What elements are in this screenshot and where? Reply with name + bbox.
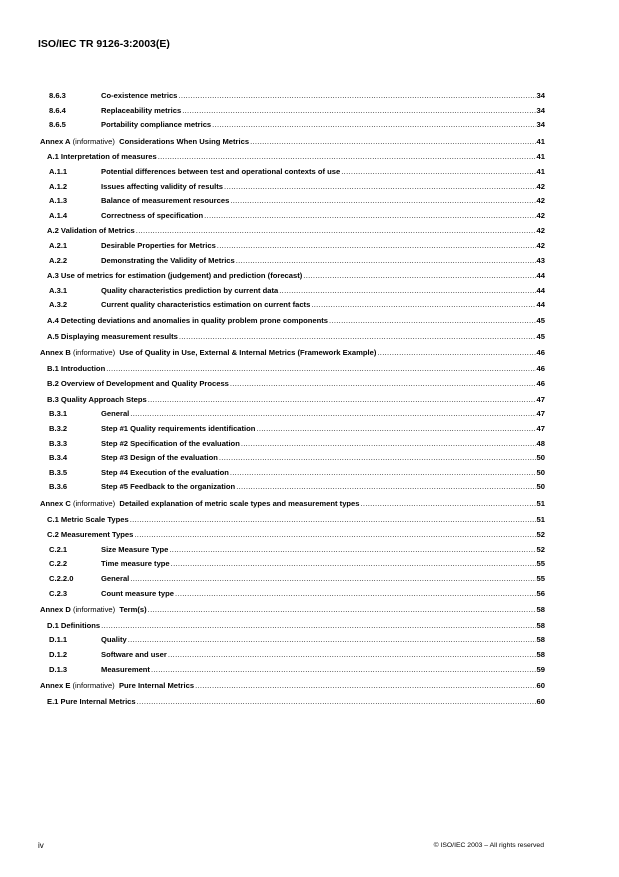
toc-entry-number: Annex B bbox=[40, 348, 71, 358]
toc-entry-number: Annex C bbox=[40, 499, 71, 509]
toc-entry-page: 60 bbox=[536, 696, 545, 706]
toc-entry-number: A.3.1 bbox=[49, 285, 68, 295]
toc-entry-page: 34 bbox=[536, 91, 545, 100]
toc-entry-number: A.2.2 bbox=[49, 255, 68, 265]
toc-leader-dots bbox=[148, 603, 536, 618]
toc-entry-title: Quality characteristics prediction by current data bbox=[101, 285, 279, 295]
toc-leader-dots bbox=[219, 451, 536, 466]
toc-entry-number: A.1.3 bbox=[49, 196, 68, 206]
toc-entry-number: A.1.4 bbox=[49, 210, 68, 220]
toc-entry[interactable] bbox=[40, 633, 545, 648]
toc-entry-title: Count measure type bbox=[101, 588, 175, 598]
toc-entry-title: Software and user bbox=[101, 649, 167, 659]
toc-entry-number: C.2.1 bbox=[49, 544, 68, 554]
toc-leader-dots bbox=[168, 648, 536, 663]
toc-entry[interactable] bbox=[40, 330, 545, 345]
toc-entry-title: Issues affecting validity of results bbox=[101, 181, 223, 191]
toc-entry-title: B.2 Overview of Development and Quality Process bbox=[47, 379, 229, 389]
toc-entry[interactable] bbox=[40, 104, 545, 119]
toc-entry-title: Portability compliance metrics bbox=[101, 120, 212, 130]
toc-entry[interactable] bbox=[40, 451, 545, 466]
toc-leader-dots bbox=[256, 422, 535, 437]
toc-entry-page: 58 bbox=[536, 635, 545, 645]
toc-entry[interactable] bbox=[40, 150, 545, 165]
toc-entry-number: Annex E bbox=[40, 681, 71, 691]
toc-leader-dots bbox=[179, 330, 536, 345]
toc-leader-dots bbox=[361, 497, 536, 512]
toc-entry[interactable] bbox=[40, 528, 545, 543]
toc-entry-page: 46 bbox=[536, 363, 545, 373]
toc-entry-title: Step #4 Execution of the evaluation bbox=[101, 467, 229, 477]
toc-entry[interactable] bbox=[40, 298, 545, 313]
toc-entry-title: General bbox=[101, 574, 130, 583]
toc-entry-number: D.1.3 bbox=[49, 664, 68, 674]
toc-leader-dots bbox=[217, 239, 536, 254]
toc-leader-dots bbox=[230, 466, 536, 481]
toc-entry-number: B.3.2 bbox=[49, 424, 68, 434]
toc-entry-title: Pure Internal Metrics bbox=[118, 681, 195, 691]
toc-entry-note: (informative) bbox=[72, 605, 116, 615]
toc-leader-dots bbox=[236, 480, 535, 495]
toc-entry-number: 8.6.4 bbox=[49, 105, 66, 115]
toc-entry-title: Step #3 Design of the evaluation bbox=[101, 453, 218, 463]
toc-entry-page: 42 bbox=[536, 181, 545, 191]
toc-entry-page: 55 bbox=[536, 559, 545, 569]
toc-entry-title: A.4 Detecting deviations and anomalies in quality problem prone components bbox=[47, 315, 329, 325]
toc-entry[interactable] bbox=[40, 679, 545, 694]
toc-entry-number: 8.6.5 bbox=[49, 120, 66, 130]
toc-entry[interactable] bbox=[40, 422, 545, 437]
toc-entry-number: B.3.3 bbox=[49, 438, 68, 448]
toc-entry-number: D.1.1 bbox=[49, 635, 68, 645]
toc-entry-number: B.3.4 bbox=[49, 453, 68, 463]
toc-entry-page: 41 bbox=[536, 166, 545, 176]
table-of-contents bbox=[40, 89, 545, 709]
toc-entry-page: 52 bbox=[536, 544, 545, 554]
toc-entry-number: A.1.1 bbox=[49, 166, 68, 176]
toc-entry-number: D.1.2 bbox=[49, 649, 68, 659]
toc-entry-page: 47 bbox=[536, 409, 545, 419]
toc-entry-title: Desirable Properties for Metrics bbox=[101, 240, 216, 250]
toc-leader-dots bbox=[151, 663, 536, 678]
toc-leader-dots bbox=[106, 362, 535, 377]
toc-entry-number: C.2.2.0 bbox=[49, 574, 74, 583]
toc-entry[interactable] bbox=[40, 180, 545, 195]
toc-leader-dots bbox=[250, 135, 535, 150]
toc-entry-title: Step #5 Feedback to the organization bbox=[101, 482, 236, 492]
toc-leader-dots bbox=[230, 377, 536, 392]
toc-entry-title: A.1 Interpretation of measures bbox=[47, 152, 157, 162]
toc-entry-title: A.3 Use of metrics for estimation (judgement) and prediction (forecast) bbox=[47, 271, 303, 281]
toc-entry-number: B.3.1 bbox=[49, 409, 68, 419]
toc-entry-page: 42 bbox=[536, 196, 545, 206]
toc-entry-number: A.3.2 bbox=[49, 300, 68, 310]
toc-entry[interactable] bbox=[40, 165, 545, 180]
toc-entry-page: 45 bbox=[536, 331, 545, 341]
toc-entry-page: 44 bbox=[536, 300, 545, 310]
toc-entry[interactable] bbox=[40, 437, 545, 452]
toc-leader-dots bbox=[148, 393, 536, 408]
toc-entry[interactable] bbox=[40, 603, 545, 618]
toc-entry-title: Considerations When Using Metrics bbox=[119, 136, 250, 146]
toc-entry-title: Step #2 Specification of the evaluation bbox=[101, 438, 240, 448]
toc-entry[interactable] bbox=[40, 224, 545, 239]
toc-entry-title: A.2 Validation of Metrics bbox=[47, 226, 135, 236]
toc-entry[interactable] bbox=[40, 362, 545, 377]
toc-leader-dots bbox=[329, 314, 536, 329]
toc-entry-title: Step #1 Quality requirements identification bbox=[101, 424, 256, 434]
toc-leader-dots bbox=[204, 209, 535, 224]
toc-entry-page: 50 bbox=[536, 482, 545, 492]
toc-entry-title: Quality bbox=[101, 635, 127, 645]
toc-leader-dots bbox=[230, 194, 535, 209]
toc-entry-number: A.2.1 bbox=[49, 240, 68, 250]
toc-leader-dots bbox=[171, 557, 536, 572]
toc-entry-number: A.1.2 bbox=[49, 181, 68, 191]
toc-entry[interactable] bbox=[40, 284, 545, 299]
toc-entry-page: 59 bbox=[536, 664, 545, 674]
toc-leader-dots bbox=[178, 89, 535, 104]
toc-leader-dots bbox=[134, 528, 535, 543]
toc-entry-title: B.1 Introduction bbox=[47, 363, 106, 373]
toc-entry[interactable] bbox=[40, 269, 545, 284]
toc-entry-title: Replaceability metrics bbox=[101, 105, 182, 115]
toc-entry-title: Time measure type bbox=[101, 559, 170, 569]
toc-entry[interactable] bbox=[40, 513, 545, 528]
toc-entry-page: 47 bbox=[536, 424, 545, 434]
toc-leader-dots bbox=[136, 224, 536, 239]
toc-entry[interactable] bbox=[40, 407, 545, 422]
toc-entry[interactable] bbox=[40, 557, 545, 572]
toc-entry[interactable] bbox=[40, 648, 545, 663]
toc-leader-dots bbox=[130, 513, 536, 528]
toc-entry-page: 50 bbox=[536, 467, 545, 477]
toc-entry-page: 34 bbox=[536, 120, 545, 130]
toc-entry-page: 58 bbox=[536, 649, 545, 659]
toc-leader-dots bbox=[182, 104, 535, 119]
toc-entry-title: Demonstrating the Validity of Metrics bbox=[101, 255, 235, 265]
toc-entry[interactable] bbox=[40, 346, 545, 361]
toc-leader-dots bbox=[377, 346, 535, 361]
toc-entry-title: General bbox=[101, 409, 130, 419]
toc-entry-number: C.2.3 bbox=[49, 588, 68, 598]
toc-entry[interactable] bbox=[40, 377, 545, 392]
toc-entry[interactable] bbox=[40, 118, 545, 133]
toc-entry-number: C.2.2 bbox=[49, 559, 68, 569]
toc-entry[interactable] bbox=[40, 543, 545, 558]
toc-entry-number: 8.6.3 bbox=[49, 91, 66, 100]
toc-entry[interactable] bbox=[40, 587, 545, 602]
toc-entry-note: (informative) bbox=[72, 136, 115, 146]
toc-entry[interactable] bbox=[40, 209, 545, 224]
toc-entry-title: D.1 Definitions bbox=[47, 620, 101, 630]
toc-entry-page: 46 bbox=[536, 379, 545, 389]
toc-leader-dots bbox=[212, 118, 535, 133]
toc-entry[interactable] bbox=[40, 480, 545, 495]
toc-leader-dots bbox=[241, 437, 536, 452]
toc-entry-page: 56 bbox=[536, 588, 545, 598]
toc-entry-title: Co-existence metrics bbox=[101, 91, 178, 100]
toc-entry-title: Term(s) bbox=[119, 605, 147, 615]
toc-entry[interactable] bbox=[40, 89, 545, 104]
toc-leader-dots bbox=[130, 572, 535, 587]
page-number: iv bbox=[38, 841, 44, 850]
toc-entry-page: 44 bbox=[536, 271, 545, 281]
toc-leader-dots bbox=[128, 633, 536, 648]
toc-entry-page: 44 bbox=[536, 285, 545, 295]
toc-leader-dots bbox=[311, 298, 535, 313]
toc-entry-number: B.3.6 bbox=[49, 482, 68, 492]
toc-entry-page: 60 bbox=[536, 681, 545, 691]
toc-leader-dots bbox=[279, 284, 535, 299]
toc-leader-dots bbox=[224, 180, 536, 195]
toc-entry[interactable] bbox=[40, 194, 545, 209]
toc-entry-title: Detailed explanation of metric scale types and measurement types bbox=[119, 499, 360, 509]
toc-entry-title: B.3 Quality Approach Steps bbox=[47, 394, 147, 404]
toc-entry-page: 58 bbox=[536, 620, 545, 630]
toc-entry[interactable] bbox=[40, 239, 545, 254]
toc-entry[interactable] bbox=[40, 254, 545, 269]
toc-leader-dots bbox=[195, 679, 535, 694]
toc-entry-title: Measurement bbox=[101, 664, 150, 674]
toc-entry-page: 41 bbox=[536, 152, 545, 162]
toc-entry-title: C.1 Metric Scale Types bbox=[47, 514, 129, 524]
toc-leader-dots bbox=[158, 150, 536, 165]
toc-entry-note: (informative) bbox=[72, 681, 115, 691]
toc-entry-title: C.2 Measurement Types bbox=[47, 530, 134, 540]
toc-entry-title: Use of Quality in Use, External & Internal Metrics (Framework Example) bbox=[119, 348, 377, 358]
toc-leader-dots bbox=[236, 254, 536, 269]
toc-entry-page: 34 bbox=[536, 105, 545, 115]
copyright-notice: © ISO/IEC 2003 – All rights reserved bbox=[433, 842, 544, 849]
toc-entry-page: 42 bbox=[536, 210, 545, 220]
toc-entry-title: Size Measure Type bbox=[101, 544, 169, 554]
toc-entry-note: (informative) bbox=[72, 499, 116, 509]
toc-entry[interactable] bbox=[40, 466, 545, 481]
toc-leader-dots bbox=[303, 269, 535, 284]
toc-entry[interactable] bbox=[40, 619, 545, 634]
toc-entry-page: 51 bbox=[536, 499, 545, 509]
toc-entry-number: Annex D bbox=[40, 605, 71, 615]
toc-entry-page: 50 bbox=[536, 453, 545, 463]
toc-entry-page: 48 bbox=[536, 438, 545, 448]
toc-entry-page: 42 bbox=[536, 240, 545, 250]
toc-entry-title: Balance of measurement resources bbox=[101, 196, 230, 206]
toc-entry-page: 45 bbox=[536, 315, 545, 325]
toc-leader-dots bbox=[101, 619, 535, 634]
toc-entry-title: Correctness of specification bbox=[101, 210, 204, 220]
toc-leader-dots bbox=[175, 587, 536, 602]
toc-entry-title: Current quality characteristics estimation on current facts bbox=[101, 300, 311, 310]
toc-entry-page: 42 bbox=[536, 226, 545, 236]
toc-leader-dots bbox=[169, 543, 535, 558]
toc-entry-page: 51 bbox=[536, 514, 545, 524]
toc-entry[interactable] bbox=[40, 314, 545, 329]
document-id-header: ISO/IEC TR 9126-3:2003(E) bbox=[38, 38, 170, 50]
toc-entry-number: Annex A bbox=[40, 136, 71, 146]
toc-entry[interactable] bbox=[40, 663, 545, 678]
toc-entry[interactable] bbox=[40, 497, 545, 512]
toc-leader-dots bbox=[341, 165, 535, 180]
toc-entry-page: 55 bbox=[536, 574, 545, 583]
toc-leader-dots bbox=[137, 695, 536, 710]
toc-entry-page: 52 bbox=[536, 530, 545, 540]
toc-entry-title: A.5 Displaying measurement results bbox=[47, 331, 178, 341]
toc-leader-dots bbox=[130, 407, 535, 422]
toc-entry[interactable] bbox=[40, 572, 545, 587]
toc-entry-page: 58 bbox=[536, 605, 545, 615]
toc-entry-title: E.1 Pure Internal Metrics bbox=[47, 696, 136, 706]
toc-entry-note: (informative) bbox=[72, 348, 116, 358]
toc-entry-page: 46 bbox=[536, 348, 545, 358]
toc-entry-page: 41 bbox=[536, 136, 545, 146]
toc-entry-page: 47 bbox=[536, 394, 545, 404]
toc-entry[interactable] bbox=[40, 393, 545, 408]
toc-entry[interactable] bbox=[40, 135, 545, 150]
toc-entry[interactable] bbox=[40, 695, 545, 710]
toc-entry-title: Potential differences between test and operational contexts of use bbox=[101, 166, 341, 176]
toc-entry-number: B.3.5 bbox=[49, 467, 68, 477]
toc-entry-page: 43 bbox=[536, 255, 545, 265]
